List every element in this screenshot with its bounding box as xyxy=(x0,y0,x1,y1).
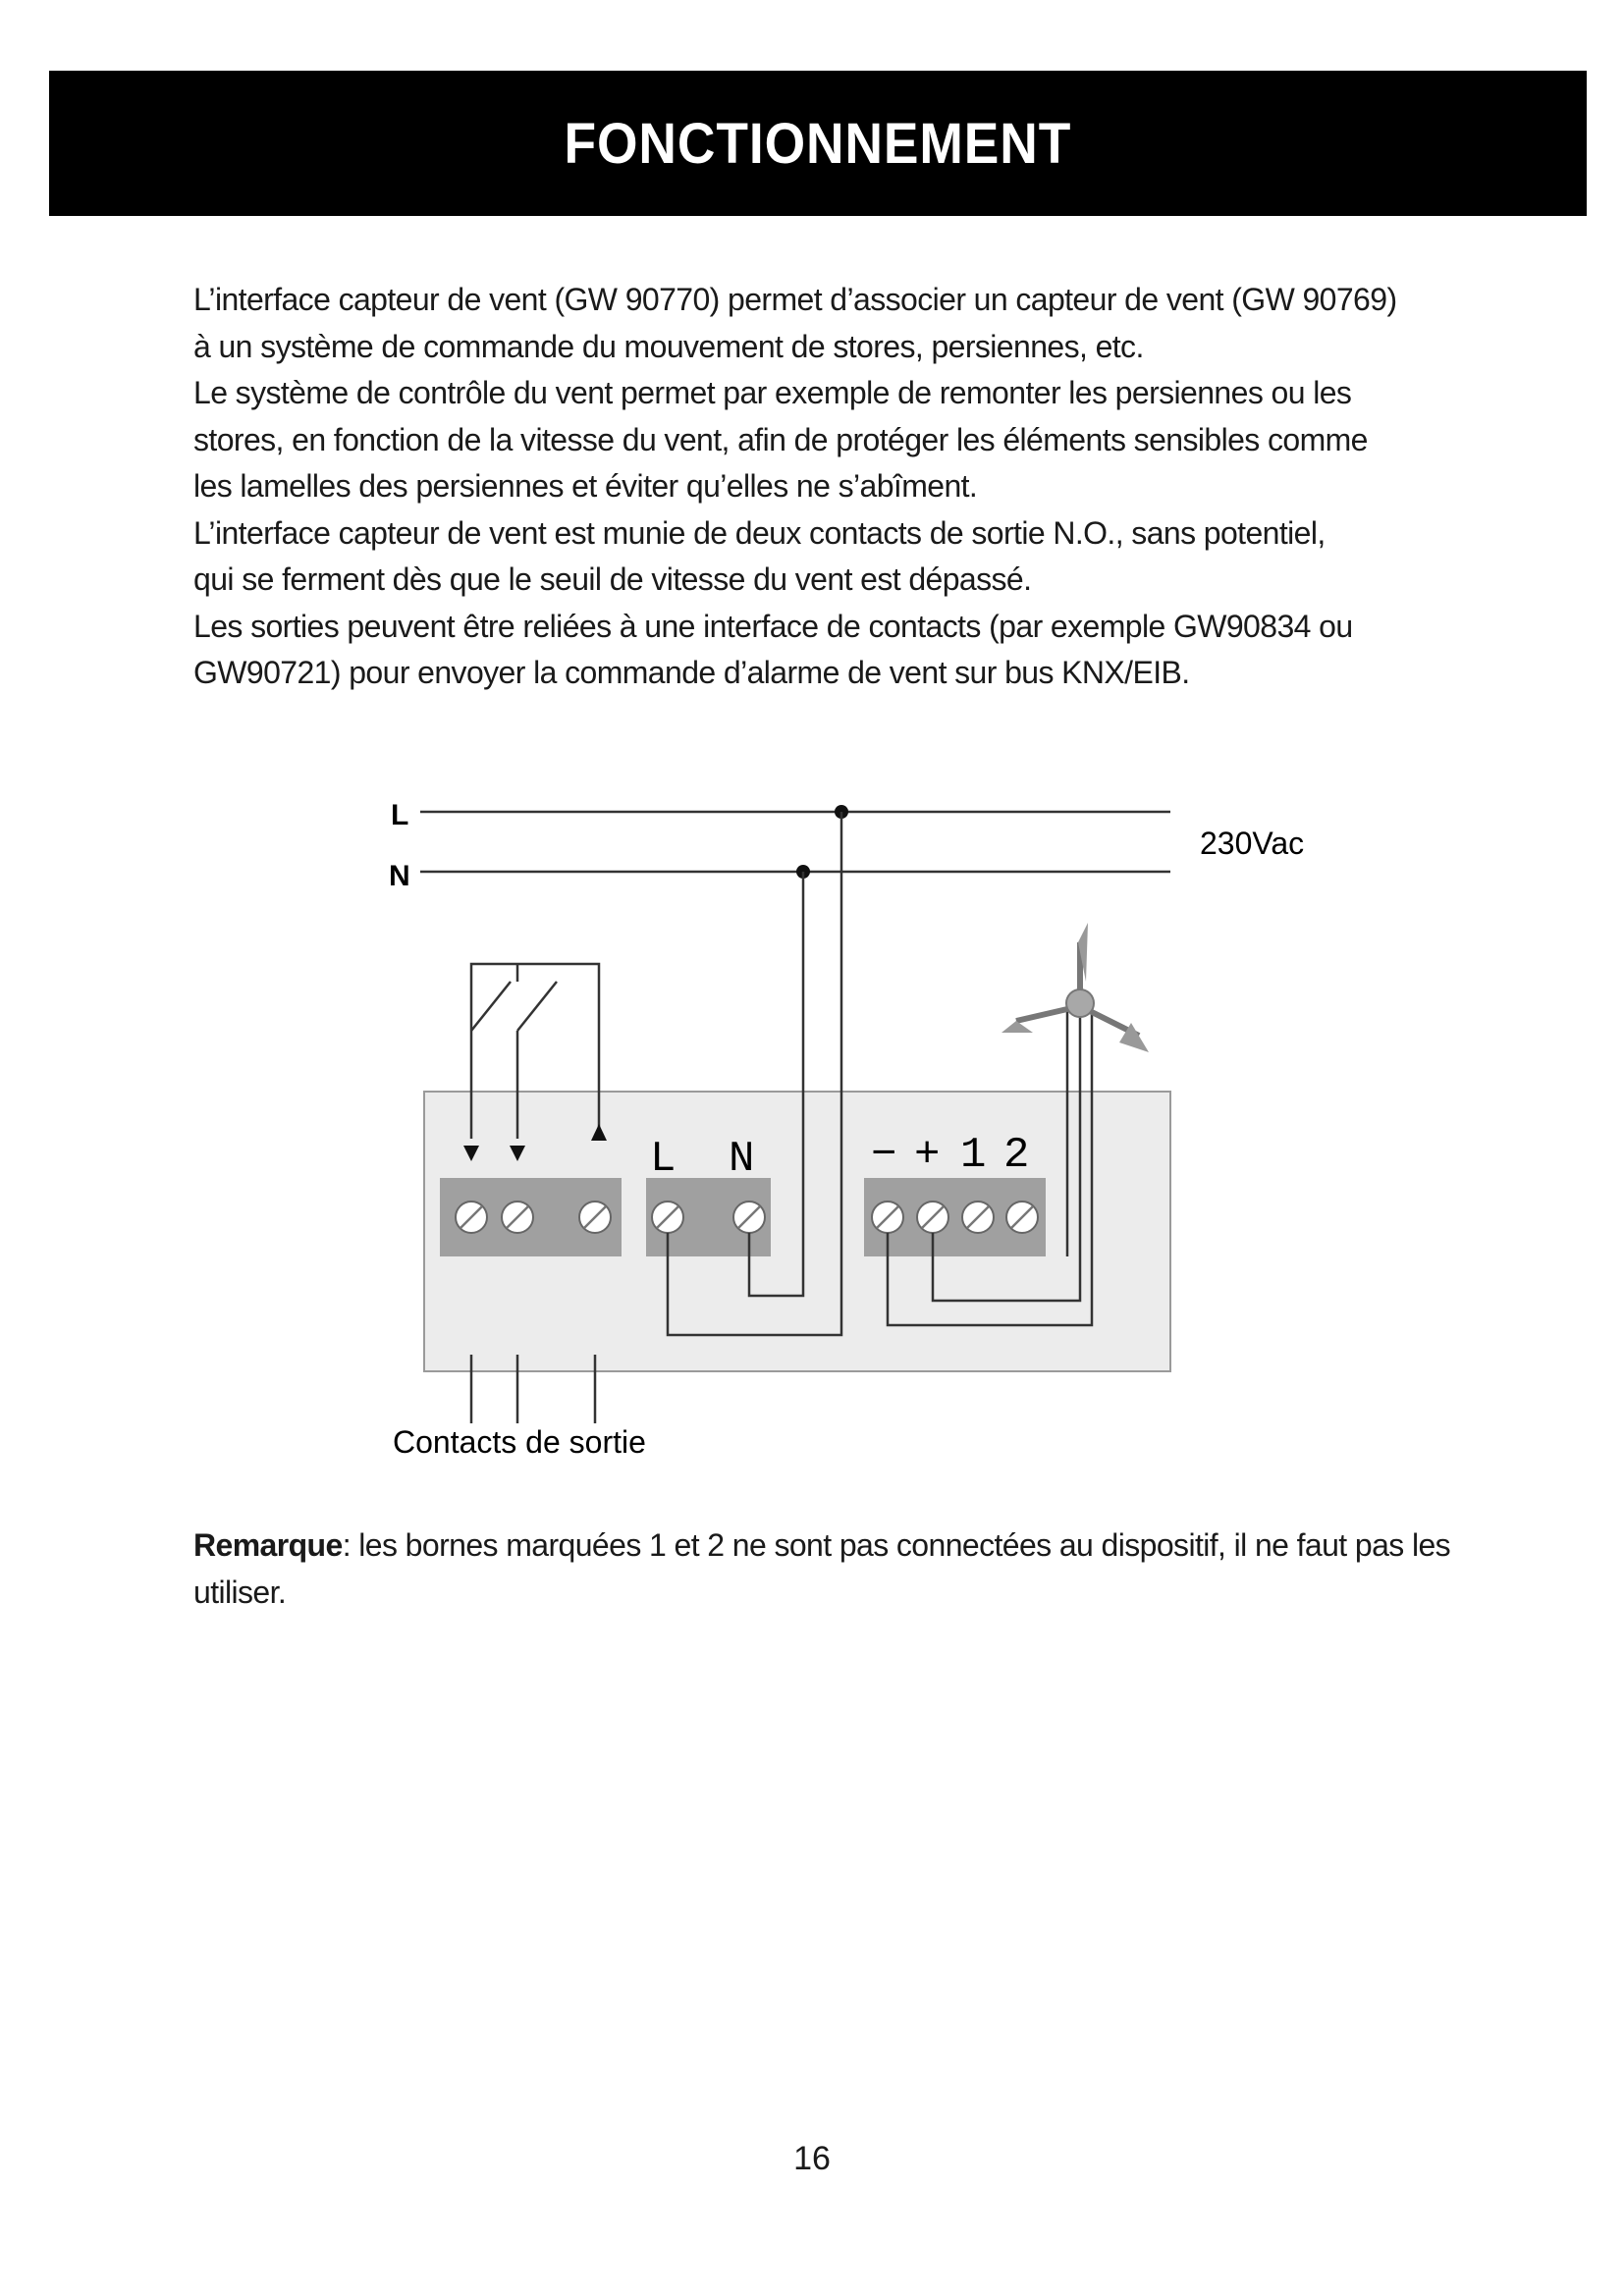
remark-label: Remarque xyxy=(193,1527,343,1563)
intro-line: L’interface capteur de vent est munie de deux contacts de sortie N.O., sans potentiel, xyxy=(193,514,1326,551)
intro-line: à un système de commande du mouvement de stores, persiennes, etc. xyxy=(193,328,1144,364)
wiring-diagram xyxy=(373,775,1335,1463)
terminal-label-2: 2 xyxy=(1003,1131,1030,1180)
terminal-label-n: N xyxy=(729,1135,755,1184)
page-number: 16 xyxy=(793,2140,831,2177)
intro-line: stores, en fonction de la vitesse du vent, afin de protéger les éléments sensibles comme xyxy=(193,421,1368,457)
intro-line: les lamelles des persiennes et éviter qu’elles ne s’abîment. xyxy=(193,468,978,504)
label-l: L xyxy=(391,799,409,831)
intro-line: Le système de contrôle du vent permet par exemple de remonter les persiennes ou les xyxy=(193,375,1352,410)
intro-line: qui se ferment dès que le seuil de vitesse du vent est dépassé. xyxy=(193,561,1032,597)
wiring-diagram-svg xyxy=(373,775,1335,1463)
intro-line: Les sorties peuvent être reliées à une interface de contacts (par exemple GW90834 ou xyxy=(193,608,1353,644)
terminal-label-l: L xyxy=(650,1135,677,1184)
remark xyxy=(193,1522,1509,1616)
terminal-label-minus: − xyxy=(871,1131,897,1180)
intro-line: L’interface capteur de vent (GW 90770) permet d’associer un capteur de vent (GW 90769) xyxy=(193,282,1397,317)
terminal-label-plus: + xyxy=(914,1131,941,1180)
diagram-caption: Contacts de sortie xyxy=(393,1424,646,1460)
intro-line: GW90721) pour envoyer la commande d’alarme de vent sur bus KNX/EIB. xyxy=(193,655,1190,690)
supply-label: 230Vac xyxy=(1200,826,1305,861)
label-n: N xyxy=(389,860,410,892)
intro-text xyxy=(193,277,1509,697)
wind-sensor-icon xyxy=(1001,923,1149,1052)
remark-text: : les bornes marquées 1 et 2 ne sont pas connectées au dispositif, il ne faut pas les utiliser. xyxy=(193,1527,1451,1610)
title-bar xyxy=(49,71,1587,216)
terminal-label-1: 1 xyxy=(960,1131,987,1180)
page-title: FONCTIONNEMENT xyxy=(564,111,1072,176)
